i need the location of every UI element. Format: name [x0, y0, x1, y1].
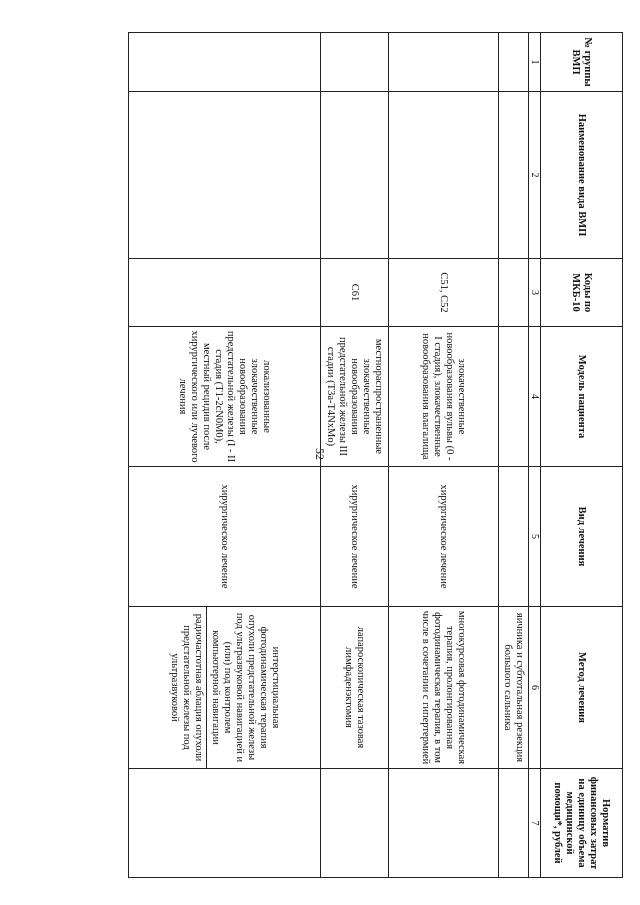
treatment-type-cell: хирургическое лечение [128, 466, 320, 606]
page-number: 52 [313, 448, 327, 460]
treatment-method-cell: многокурсовая фотодинамическая терапия, пролонгированная фотодинамическая терапия, в том числе в сочетании с гипертермией [388, 606, 498, 768]
icd-codes-cell: C51, C52 [388, 258, 498, 326]
treatment-type-cell: хирургическое лечение [320, 466, 388, 606]
column-number: 3 [528, 258, 540, 326]
table-row [320, 32, 388, 877]
column-number-row [528, 32, 540, 877]
patient-model-cell: локализованные злокачественные новообразования предстательной железы (I - II стадия (T1-2cN0M0), местный рецидив после хирургического или лучевого лечения [128, 326, 320, 466]
patient-model-cell: местнораспространенные злокачественные новообразования предстательной железы III стадии (T3a-T4NxMo) [320, 326, 388, 466]
rotated-table-container [128, 32, 623, 877]
column-number: 7 [528, 768, 540, 877]
header-cost-norm: Норматив финансовых затрат на единицу объема медицинской помощи*, рублей [540, 768, 622, 877]
table-row [128, 32, 320, 877]
treatment-method-cell: лапароскопическая тазовая лимфаденэктомия [320, 606, 388, 768]
column-number: 2 [528, 91, 540, 258]
icd-codes-cell: C61 [320, 258, 388, 326]
header-treatment-type: Вид лечения [540, 466, 622, 606]
treatment-method-split-cell [128, 606, 320, 768]
header-group-number: № группы ВМП [540, 32, 622, 91]
column-number: 4 [528, 326, 540, 466]
treatment-method-cell: радиочастотная аблация опухоли предстательной железы под ультразвуковой [168, 613, 204, 761]
table-row [388, 32, 498, 877]
column-number: 5 [528, 466, 540, 606]
header-icd-codes: Коды по МКБ-10 [540, 258, 622, 326]
header-row [540, 32, 622, 877]
header-vmp-name: Наименование вида ВМП [540, 91, 622, 258]
treatment-type-cell: хирургическое лечение [388, 466, 498, 606]
table-row [498, 32, 528, 877]
header-treatment-method: Метод лечения [540, 606, 622, 768]
column-number: 6 [528, 606, 540, 768]
treatment-method-cell: яичника и субтотальная резекция большого сальника [498, 606, 528, 768]
column-number: 1 [528, 32, 540, 91]
treatment-method-cell: интерстициальная фотодинамическая терапия опухоли предстательной железы под ультразвуковой навигацией и (или) под контролем компьютерной навигации [206, 607, 283, 768]
header-patient-model: Модель пациента [540, 326, 622, 466]
vmp-table [128, 32, 623, 878]
patient-model-cell: злокачественные новообразования вульвы (0 - I стадия), злокачественные новообразования влагалища [388, 326, 498, 466]
